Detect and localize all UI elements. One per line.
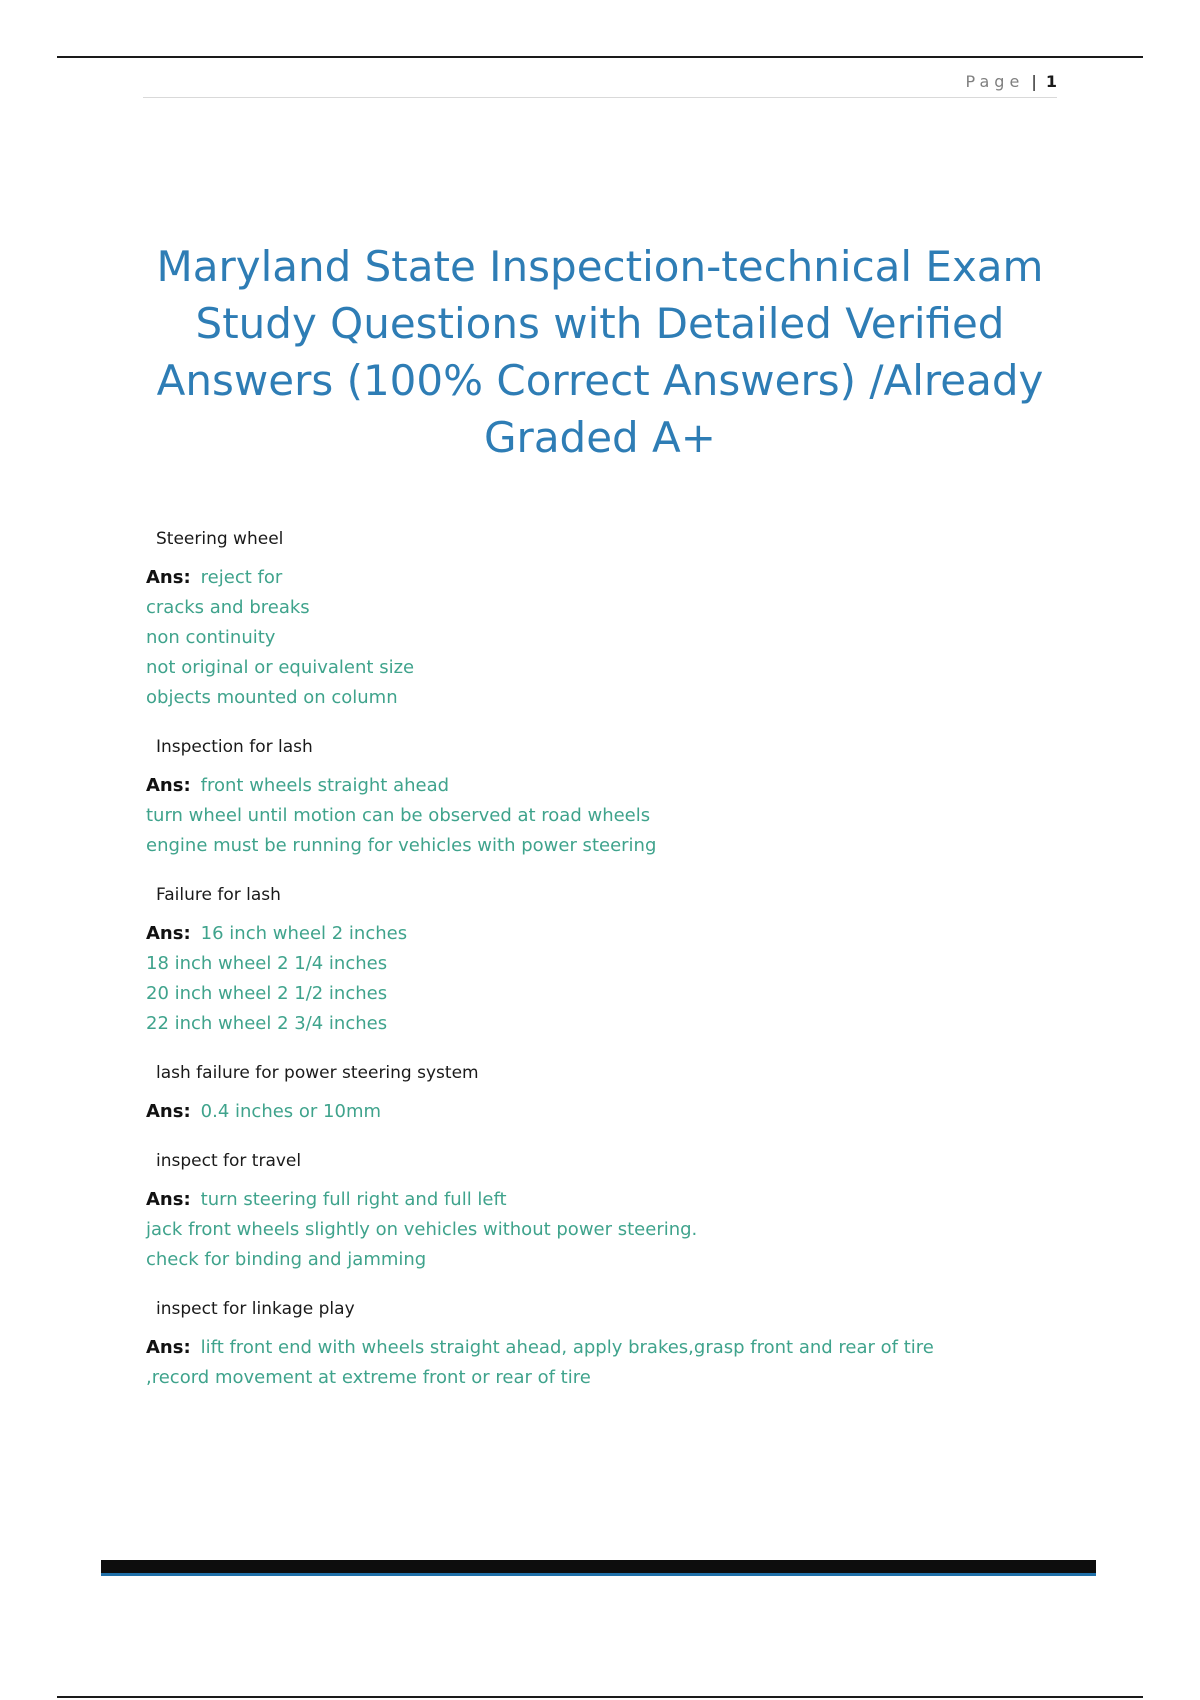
answer-line: 20 inch wheel 2 1/2 inches — [146, 983, 388, 1004]
answer-line: non continuity — [146, 627, 276, 648]
document-title: Maryland State Inspection-technical Exam Study Questions with Detailed Verified Answers (100% Correct Answers) /Already Graded A+ — [156, 242, 1044, 462]
page-separator: | — [1031, 72, 1037, 91]
answer-line: 18 inch wheel 2 1/4 inches — [146, 953, 388, 974]
qa-list — [146, 525, 1046, 1413]
ans-label: Ans: — [146, 567, 191, 588]
answer-line: front wheels straight ahead — [200, 775, 450, 796]
answer-line: turn steering full right and full left — [200, 1189, 507, 1210]
answer-line: turn wheel until motion can be observed at road wheels — [146, 805, 651, 826]
answer-line: 0.4 inches or 10mm — [200, 1101, 382, 1122]
question: Steering wheel — [156, 529, 284, 549]
question: Failure for lash — [156, 885, 281, 905]
answer-line: check for binding and jamming — [146, 1249, 427, 1270]
ans-label: Ans: — [146, 1189, 191, 1210]
qa-item-lash-failure-power-steering — [146, 1059, 1046, 1127]
qa-item-inspection-for-lash — [146, 733, 1046, 861]
answer — [146, 563, 1046, 713]
answer-line: cracks and breaks — [146, 597, 310, 618]
answer-line: objects mounted on column — [146, 687, 398, 708]
question: inspect for linkage play — [156, 1299, 355, 1319]
ans-label: Ans: — [146, 1337, 191, 1358]
question: lash failure for power steering system — [156, 1063, 479, 1083]
answer-line: lift front end with wheels straight ahead, apply brakes,grasp front and rear of tire — [200, 1337, 934, 1358]
answer — [146, 1097, 1046, 1127]
question: Inspection for lash — [156, 737, 313, 757]
answer-line: reject for — [200, 567, 283, 588]
bottom-rule — [57, 1696, 1143, 1698]
answer-line: 22 inch wheel 2 3/4 inches — [146, 1013, 388, 1034]
answer — [146, 1185, 1046, 1275]
page-header — [143, 70, 1057, 98]
qa-item-failure-for-lash — [146, 881, 1046, 1039]
answer-line: not original or equivalent size — [146, 657, 415, 678]
footer-bar — [101, 1560, 1096, 1576]
ans-label: Ans: — [146, 923, 191, 944]
answer-line: engine must be running for vehicles with power steering — [146, 835, 657, 856]
qa-item-inspect-for-travel — [146, 1147, 1046, 1275]
ans-label: Ans: — [146, 1101, 191, 1122]
answer — [146, 1333, 1046, 1393]
qa-item-steering-wheel — [146, 525, 1046, 713]
qa-item-inspect-for-linkage-play — [146, 1295, 1046, 1393]
answer-line: jack front wheels slightly on vehicles without power steering. — [146, 1219, 698, 1240]
question: inspect for travel — [156, 1151, 302, 1171]
answer — [146, 771, 1046, 861]
page-number: 1 — [1045, 72, 1057, 91]
page-label: Page — [965, 72, 1025, 91]
answer-line: ,record movement at extreme front or rear of tire — [146, 1367, 591, 1388]
ans-label: Ans: — [146, 775, 191, 796]
top-rule — [57, 56, 1143, 58]
answer-line: 16 inch wheel 2 inches — [200, 923, 408, 944]
answer — [146, 919, 1046, 1039]
